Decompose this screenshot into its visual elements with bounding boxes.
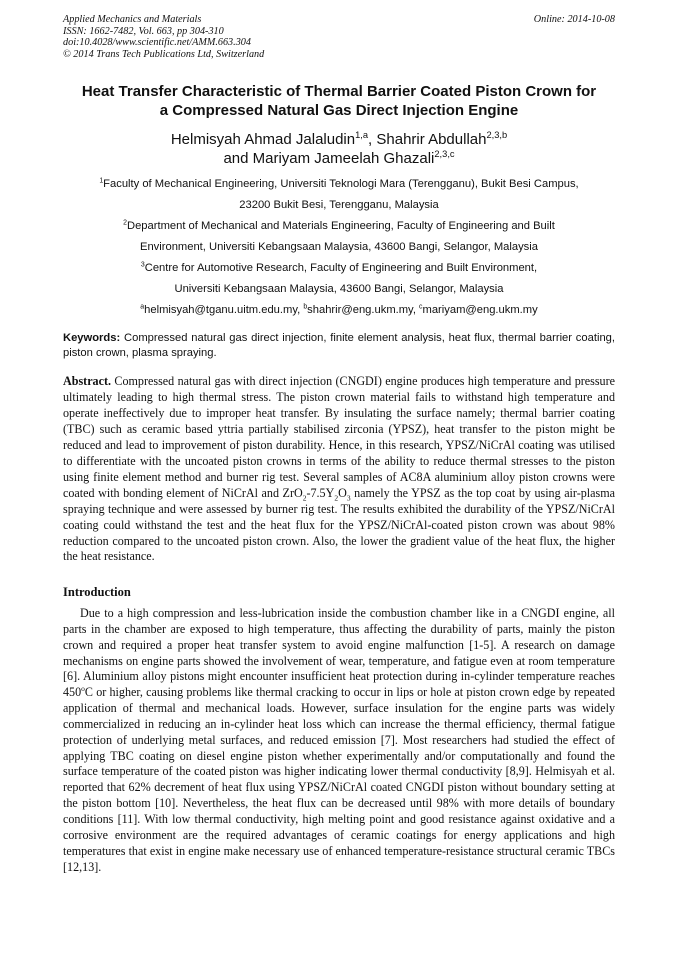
affiliation-number: 1 (99, 177, 104, 185)
introduction-heading: Introduction (63, 585, 131, 599)
affiliation-line: Universiti Kebangsaan Malaysia, 43600 Bangi, Selangor, Malaysia (174, 283, 504, 295)
author-superscript: 2,3,b (486, 130, 508, 140)
author-name: Mariyam Jameelah Ghazali (252, 150, 435, 167)
affiliations (48, 174, 630, 321)
journal-name: Applied Mechanics and Materials (63, 14, 202, 25)
affiliation-line (48, 174, 630, 195)
title-line-1: Heat Transfer Characteristic of Thermal Barrier Coated Piston Crown for (81, 83, 597, 100)
paragraph-text: C or higher, causing problems like thermal cracking to occur in lips or hole at piston crown edge by repeated application of thermal and mechanical loads. However, surface insulation for the engine parts was widely commercialized in reducing an in-cylinder heat loss which can increase the thermal efficiency, thermal fatigue protection of underlying metal surfaces, and reduced emission [7]. Most researchers had studied the effect of applying TBC coating on diesel engine piston whether experimentally and/or computationally and found the surface temperature of the coated piston was higher indicating lower thermal conductivity [8,9]. Helmisyah et al. reported that 62% decrement of heat flux using YPSZ/NiCrAl coated CNGDI piston without boundary setting at the piston bottom [10]. Nevertheless, the heat flux can be decreased until 98% with more details of boundary conditions [11]. With low thermal conductivity, high melting point and good resistance against oxidative and a corrosive environment are the required advantages of ceramic coatings for energy applications and high temperatures that exist in engine make necessary use of enhanced temperature-resistance structural ceramic TBCs [12,13]. (63, 685, 615, 874)
affiliation-number: 2 (123, 219, 127, 227)
abstract-text: -7.5Y (306, 485, 335, 500)
author-superscript: 2,3,c (434, 149, 455, 159)
email-line (48, 300, 630, 321)
introduction-paragraph (63, 606, 615, 875)
paragraph-text: Due to a high compression and less-lubrication inside the combustion chamber like in a CNGDI engine, all parts in the chamber are exposed to high temperature, thus affecting the durability of parts, mainly the piston crown and required a proper heat transfer system to avoid engine malfunction [1-5]. A research on damage mechanisms on engine parts showed the involvement of wear, temperature, and fatigue even at room temperature [6]. Aluminium alloy pistons might encounter insufficient heat protection during in-cylinder temperature reaches 450 (63, 606, 615, 700)
journal-metadata (63, 14, 615, 60)
issn-line: ISSN: 1662-7482, Vol. 663, pp 304-310 (63, 25, 224, 37)
abstract-text: O (338, 485, 347, 500)
author-conjunction: and (223, 150, 253, 167)
author-name: Helmisyah Ahmad Jalaludin (170, 131, 356, 148)
email-marker: c (419, 303, 423, 311)
email-marker: a (140, 303, 145, 311)
paper-title (48, 82, 630, 120)
copyright-line: © 2014 Trans Tech Publications Ltd, Switzerland (63, 48, 265, 60)
keywords-label: Keywords: (63, 332, 121, 344)
affiliation-text: Faculty of Mechanical Engineering, Universiti Teknologi Mara (Terengganu), Bukit Besi Campus, (103, 178, 579, 190)
doi-line: doi:10.4028/www.scientific.net/AMM.663.304 (63, 37, 251, 49)
abstract-text: Compressed natural gas with direct injection (CNGDI) engine produces high temperature and pressure ultimately leading to high thermal stress. The piston crown material fails to withstand high temperature and operate ineffectively due to improper heat transfer. By insulating the surface namely; thermal barrier coating (TBC) such as ceramic based yttria partially stabilised zirconia (YPSZ), heat transfer to the piston might be reduced and lead to improvement of piston durability. Hence, in this research, YPSZ/NiCrAl coating was utilised to differentiate with the uncoated piston crowns in terms of the ability to reduce thermal stresses to the piston using finite element method and burner rig test. Several samples of AC8A aluminium alloy piston crowns were coated with bonding element of NiCrAl and ZrO (63, 374, 615, 500)
author-separator: , (368, 131, 377, 148)
email-marker: b (303, 303, 308, 311)
abstract-text: namely the YPSZ as the top coat by using air-plasma spraying technique and were assessed by burner rig test. The results exhibited the durability of the YPSZ/NiCrAl coating could withstand the test and the heat flux for the YPSZ/NiCrAl-coated piston crown was about 98% reduction compared to the uncoated piston crown. Also, the lower the gradient value of the heat flux, the higher the heat resistance. (63, 485, 615, 564)
keywords-section (63, 331, 615, 360)
affiliation-number: 3 (140, 261, 145, 269)
subscript: 3 (346, 493, 351, 503)
affiliation-text: Centre for Automotive Research, Faculty of Engineering and Built Environment, (144, 262, 538, 274)
author-superscript: 1,a (355, 130, 369, 140)
degree-superscript: o (81, 684, 85, 694)
subscript: 2 (334, 493, 339, 503)
affiliation-line (48, 258, 630, 279)
abstract-section (63, 374, 615, 565)
title-line-2: a Compressed Natural Gas Direct Injection Engine (159, 102, 519, 119)
affiliation-text: Department of Mechanical and Materials Engineering, Faculty of Engineering and Built (127, 220, 555, 232)
email-address[interactable]: helmisyah@tganu.uitm.edu.my, (144, 304, 304, 316)
abstract-label: Abstract. (63, 374, 112, 388)
affiliation-line (48, 216, 630, 237)
affiliation-line: 23200 Bukit Besi, Terengganu, Malaysia (239, 199, 439, 211)
subscript: 2 (302, 493, 307, 503)
author-line-1 (48, 130, 630, 149)
email-address[interactable]: mariyam@eng.ukm.my (422, 304, 538, 316)
affiliation-line: Environment, Universiti Kebangsaan Malaysia, 43600 Bangi, Selangor, Malaysia (139, 241, 538, 253)
email-address[interactable]: shahrir@eng.ukm.my, (307, 304, 420, 316)
author-list (48, 130, 630, 168)
online-date: Online: 2014-10-08 (533, 14, 615, 25)
keywords-text: Compressed natural gas direct injection, finite element analysis, heat flux, thermal barrier coating, piston crown, plasma spraying. (63, 332, 615, 359)
author-name: Shahrir Abdullah (376, 131, 487, 148)
author-line-2 (48, 149, 630, 168)
